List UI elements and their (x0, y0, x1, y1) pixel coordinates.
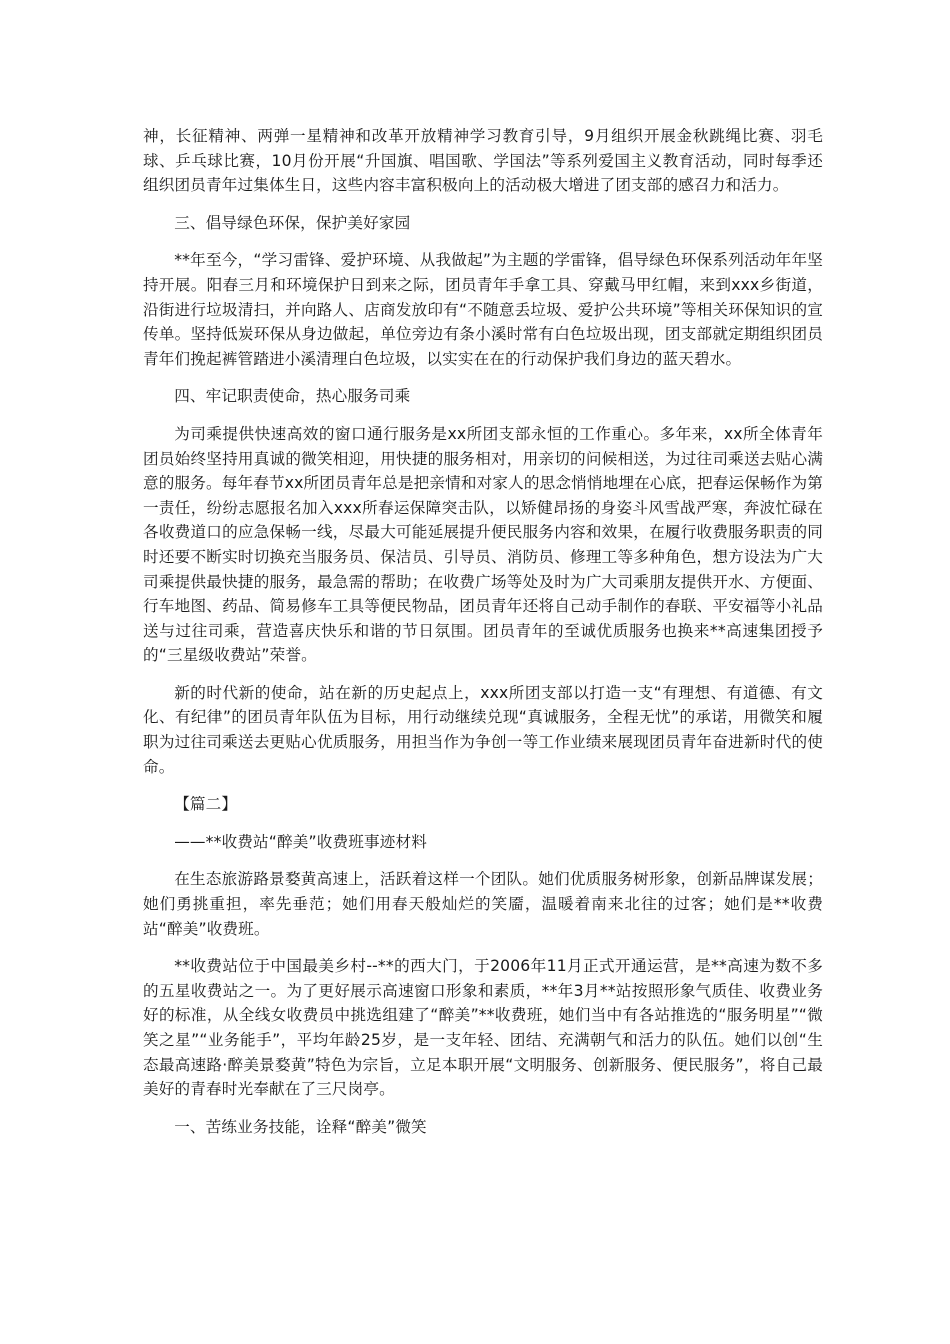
paragraph-new-era: 新的时代新的使命，站在新的历史起点上，xxx所团支部以打造一支“有理想、有道德、有文化、有纪律”的团员青年队伍为目标，用行动继续兑现“真诚服务，全程无忧”的承诺，用微笑和履职为过往司乘送去更贴心优质服务，用担当作为争创一等工作业绩来展现团员青年奋进新时代的使命。 (143, 683, 823, 776)
section-heading-business-skills: 一、苦练业务技能，诠释“醉美”微笑 (174, 1117, 427, 1136)
paragraph-continuation: 神，长征精神、两弹一星精神和改革开放精神学习教育引导，9月组织开展金秋跳绳比赛、羽毛球、乒乓球比赛，10月份开展“升国旗、唱国歌、学国法”等系列爱国主义教育活动，同时每季还组织团员青年过集体生日，这些内容丰富积极向上的活动极大增进了团支部的感召力和活力。 (143, 127, 823, 195)
chapter-subtitle: ——**收费站“醉美”收费班事迹材料 (174, 832, 427, 851)
chapter-heading-part-two: 【篇二】 (174, 795, 238, 814)
paragraph-green-environment: **年至今，“学习雷锋、爱护环境、从我做起”为主题的学雷锋，倡导绿色环保系列活动年年坚持开展。阳春三月和环境保护日到来之际，团员青年手拿工具、穿戴马甲红帽，来到xxx乡街道，沿街进行垃圾清扫，并向路人、店商发放印有“不随意丢垃圾、爱护公共环境”等相关环保知识的宣传单。坚持低炭环保从身边做起，单位旁边有条小溪时常有白色垃圾出现，团支部就定期组织团员青年们挽起裤管踏进小溪清理白色垃圾，以实实在在的行动保护我们身边的蓝天碧水。 (143, 251, 823, 368)
paragraph-serve-drivers: 为司乘提供快速高效的窗口通行服务是xx所团支部永恒的工作重心。多年来，xx所全体青年团员始终坚持用真诚的微笑相迎，用快捷的服务相对，用亲切的问候相送，为过往司乘送去贴心满意的服务。每年春节xx所团员青年总是把亲情和对家人的思念悄悄地埋在心底，把春运保畅作为第一责任，纷纷志愿报名加入xxx所春运保障突击队，以矫健昂扬的身姿斗风雪战严寒，奔波忙碌在各收费道口的应急保畅一线，尽最大可能延展提升便民服务内容和效果，在履行收费服务职责的同时还要不断实时切换充当服务员、保洁员、引导员、消防员、修理工等多种角色，想方设法为广大司乘提供最快捷的服务，最急需的帮助；在收费广场等处及时为广大司乘朋友提供开水、方便面、行车地图、药品、简易修车工具等便民物品，团员青年还将自己动手制作的春联、平安福等小礼品送与过往司乘，营造喜庆快乐和谐的节日氛围。团员青年的至诚优质服务也换来**高速集团授予的“三星级收费站”荣誉。 (143, 424, 823, 665)
section-heading-serve-drivers: 四、牢记职责使命，热心服务司乘 (174, 387, 411, 406)
section-heading-green-environment: 三、倡导绿色环保，保护美好家园 (174, 213, 411, 232)
document-page (143, 124, 823, 1152)
paragraph-station-intro: **收费站位于中国最美乡村--**的西大门，于2006年11月正式开通运营，是**高速为数不多的五星收费站之一。为了更好展示高速窗口形象和素质，**年3月**站按照形象气质佳、收费业务好的标准，从全线女收费员中挑选组建了“醉美”**收费班，她们当中有各站推选的“服务明星”“微笑之星”“业务能手”，平均年龄25岁，是一支年轻、团结、充满朝气和活力的队伍。她们以创“生态最高速路·醉美景婺黄”特色为宗旨，立足本职开展“文明服务、创新服务、便民服务”，将自己最美好的青春时光奉献在了三尺岗亭。 (143, 957, 823, 1099)
paragraph-team-intro: 在生态旅游路景婺黄高速上，活跃着这样一个团队。她们优质服务树形象，创新品牌谋发展；她们勇挑重担，率先垂范；她们用春天般灿烂的笑靥，温暖着南来北往的过客；她们是**收费站“醉美”收费班。 (143, 870, 823, 938)
